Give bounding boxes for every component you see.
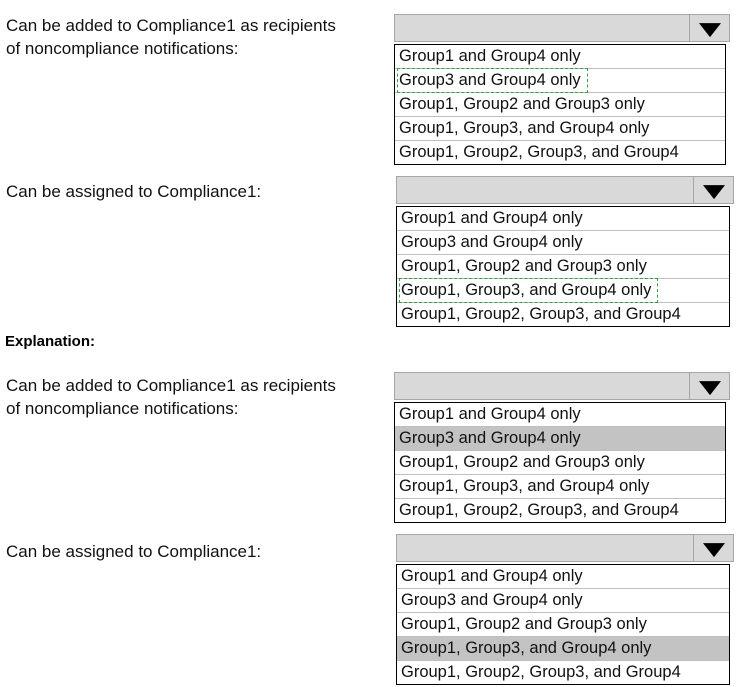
dropdown-header[interactable] bbox=[396, 534, 734, 562]
dropdown-option[interactable]: Group1, Group3, and Group4 only bbox=[395, 117, 725, 141]
triangle-down-icon bbox=[699, 23, 721, 37]
dropdown-option-correct[interactable]: Group1, Group3, and Group4 only bbox=[397, 637, 729, 661]
dropdown-option[interactable]: Group3 and Group4 only bbox=[397, 231, 729, 255]
dropdown-option[interactable]: Group1, Group2, Group3, and Group4 bbox=[399, 501, 679, 519]
dropdown-option[interactable]: Group1, Group2, Group3, and Group4 bbox=[399, 143, 679, 161]
answer-label-line1: Can be added to Compliance1 as recipients bbox=[6, 376, 336, 395]
dropdown-toggle-button[interactable] bbox=[689, 373, 729, 399]
dropdown-header[interactable] bbox=[396, 176, 734, 204]
dropdown-options-list bbox=[396, 206, 730, 327]
question-label-assigned: Can be assigned to Compliance1: bbox=[6, 182, 262, 201]
dropdown-toggle-button[interactable] bbox=[693, 535, 733, 561]
dropdown-option-selected[interactable]: Group1, Group3, and Group4 only bbox=[397, 279, 729, 303]
dropdown-option[interactable]: Group1, Group2 and Group3 only bbox=[397, 255, 729, 279]
question-label-line1: Can be added to Compliance1 as recipients bbox=[6, 16, 336, 35]
dropdown-options-list bbox=[394, 44, 726, 165]
triangle-down-icon bbox=[703, 543, 725, 557]
dropdown-option[interactable]: Group1 and Group4 only bbox=[397, 207, 729, 231]
dropdown-toggle-button[interactable] bbox=[689, 15, 729, 41]
explanation-heading: Explanation: bbox=[5, 333, 96, 350]
dropdown-option[interactable]: Group3 and Group4 only bbox=[397, 589, 729, 613]
triangle-down-icon bbox=[699, 381, 721, 395]
question-label-line2: of noncompliance notifications: bbox=[6, 39, 239, 58]
dropdown-option[interactable]: Group1 and Group4 only bbox=[395, 45, 725, 69]
dropdown-options-list bbox=[396, 564, 730, 685]
answer-label-notifications bbox=[6, 374, 336, 420]
triangle-down-icon bbox=[703, 185, 725, 199]
dropdown-options-list bbox=[394, 402, 726, 523]
question-label-notifications bbox=[6, 14, 336, 60]
dropdown-option[interactable]: Group1, Group2 and Group3 only bbox=[395, 93, 725, 117]
answer-label-line2: of noncompliance notifications: bbox=[6, 399, 239, 418]
dropdown-header[interactable] bbox=[394, 14, 730, 42]
dropdown-option[interactable]: Group1, Group3, and Group4 only bbox=[395, 475, 725, 499]
dropdown-option-selected[interactable]: Group3 and Group4 only bbox=[395, 69, 725, 93]
answer-label-assigned: Can be assigned to Compliance1: bbox=[6, 542, 262, 561]
dropdown-option[interactable]: Group1, Group2, Group3, and Group4 bbox=[401, 663, 681, 681]
dropdown-option[interactable]: Group1, Group2 and Group3 only bbox=[395, 451, 725, 475]
dropdown-option-correct[interactable]: Group3 and Group4 only bbox=[395, 427, 725, 451]
dropdown-option[interactable]: Group1 and Group4 only bbox=[397, 565, 729, 589]
dropdown-header[interactable] bbox=[394, 372, 730, 400]
dropdown-option[interactable]: Group1 and Group4 only bbox=[395, 403, 725, 427]
dropdown-option[interactable]: Group1, Group2 and Group3 only bbox=[397, 613, 729, 637]
dropdown-toggle-button[interactable] bbox=[693, 177, 733, 203]
dropdown-option[interactable]: Group1, Group2, Group3, and Group4 bbox=[401, 305, 681, 323]
